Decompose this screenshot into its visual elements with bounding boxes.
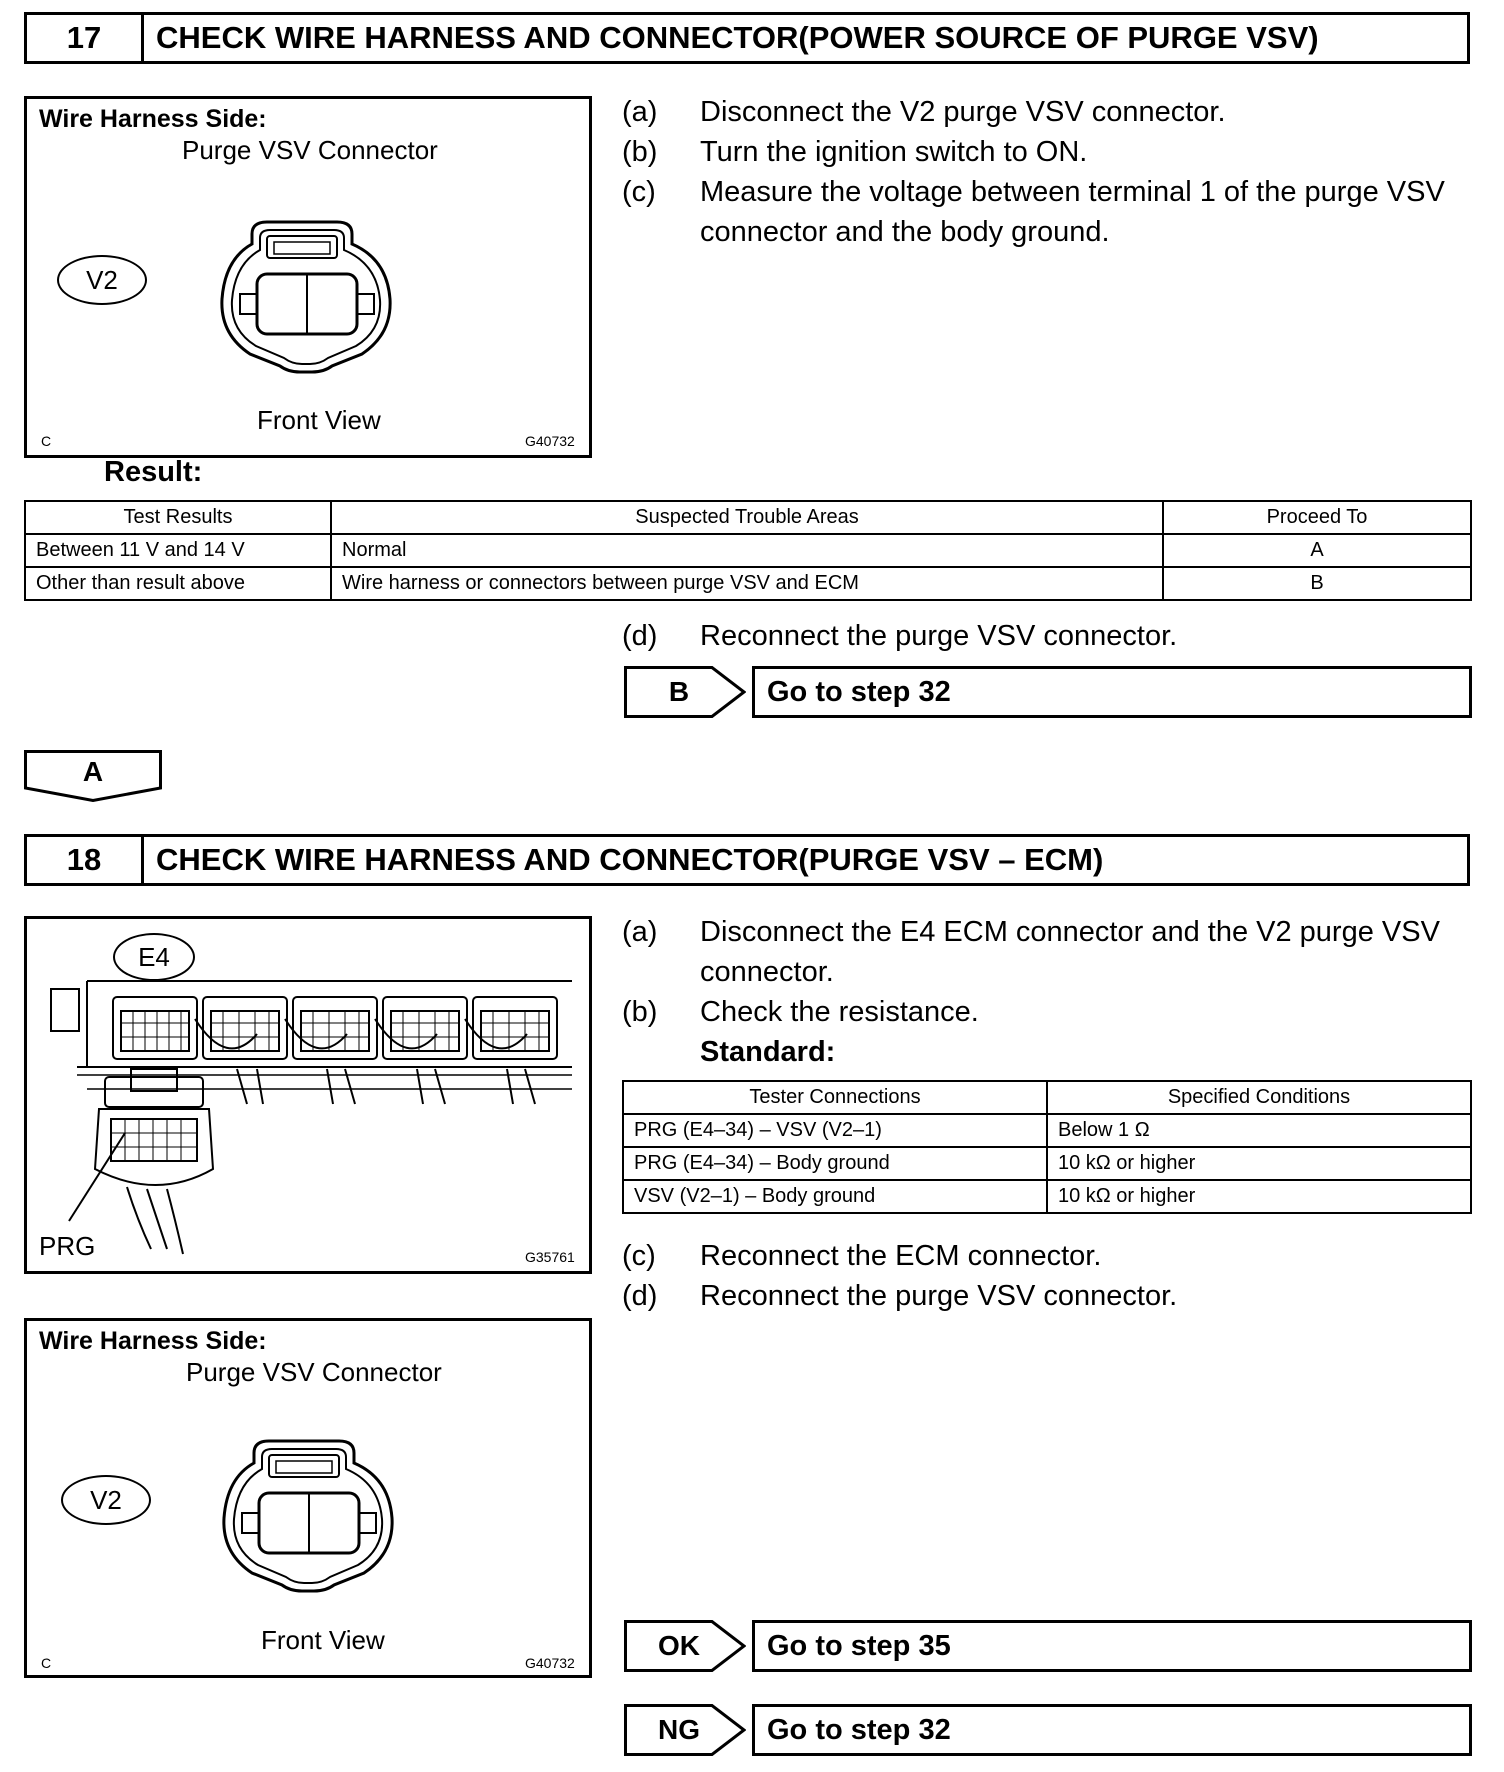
table-cell: Normal (331, 534, 1163, 567)
terminal-label: PRG (39, 1231, 96, 1261)
instruction-key: (b) (622, 136, 658, 168)
nav-label: NG (658, 1714, 700, 1745)
instruction-c (622, 172, 1472, 252)
instruction-text: Reconnect the purge VSV connector. (700, 1280, 1178, 1312)
table-cell: Below 1 Ω (1047, 1114, 1471, 1147)
table-row (623, 1147, 1471, 1180)
connector-code-oval (57, 255, 147, 305)
table-cell: Wire harness or connectors between purge VSV and ECM (331, 567, 1163, 600)
table-cell: Between 11 V and 14 V (25, 534, 331, 567)
result-label: Result: (104, 456, 203, 488)
table-cell: 10 kΩ or higher (1047, 1180, 1471, 1213)
table-header: Proceed To (1163, 501, 1471, 534)
result-table (24, 500, 1472, 601)
corner-mark: C (41, 1655, 52, 1671)
step-number: 18 (27, 837, 144, 883)
nav-ok-block[interactable] (624, 1620, 1472, 1672)
table-row (25, 567, 1471, 600)
table-cell: B (1163, 567, 1471, 600)
instruction-text: Turn the ignition switch to ON. (700, 136, 1088, 168)
table-header: Tester Connections (623, 1081, 1047, 1114)
figure-code: G40732 (525, 433, 575, 449)
connector-code-oval (61, 1475, 151, 1525)
standard-row (622, 1032, 1472, 1072)
table-header-row (623, 1081, 1471, 1114)
ecm-connector-figure (24, 916, 592, 1274)
ecm-connector-code: E4 (138, 941, 170, 972)
figure-heading: Wire Harness Side: (39, 105, 267, 133)
table-cell: VSV (V2–1) – Body ground (623, 1180, 1047, 1213)
nav-label: B (668, 676, 690, 707)
instruction-key: (c) (622, 1240, 656, 1272)
purge-vsv-connector-figure (24, 96, 592, 458)
table-header: Test Results (25, 501, 331, 534)
instruction-a (622, 912, 1472, 992)
connector-name: Purge VSV Connector (186, 1357, 442, 1387)
instruction-text: Disconnect the V2 purge VSV connector. (700, 96, 1226, 128)
instruction-key: (a) (622, 96, 658, 128)
instruction-c (622, 1236, 1472, 1276)
instruction-b (622, 132, 1472, 172)
view-label: Front View (257, 405, 381, 435)
table-header: Specified Conditions (1047, 1081, 1471, 1114)
figure-code: G35761 (525, 1249, 575, 1265)
standard-table (622, 1080, 1472, 1214)
step-title: CHECK WIRE HARNESS AND CONNECTOR(PURGE VSV – ECM) (156, 842, 1104, 877)
instruction-key: (d) (622, 1280, 658, 1312)
purge-vsv-connector-figure-2 (24, 1318, 592, 1678)
connector-code: V2 (86, 264, 118, 295)
step-17-instructions (622, 92, 1472, 252)
instruction-a (622, 92, 1472, 132)
table-cell: Other than result above (25, 567, 331, 600)
connector-front-view-drawing (212, 214, 402, 379)
standard-label: Standard: (700, 1036, 836, 1068)
table-cell: A (1163, 534, 1471, 567)
instruction-text: Reconnect the purge VSV connector. (700, 620, 1178, 652)
nav-a-block[interactable] (24, 750, 162, 802)
step-18-instructions (622, 912, 1472, 1072)
view-label: Front View (261, 1625, 385, 1655)
table-row (623, 1114, 1471, 1147)
table-row (623, 1180, 1471, 1213)
instruction-d (622, 616, 1472, 656)
corner-mark: C (41, 433, 52, 449)
table-header-row (25, 501, 1471, 534)
go-to-step-link[interactable]: Go to step 32 (752, 666, 1472, 718)
step-18-instructions-after (622, 1236, 1472, 1316)
instruction-text: Reconnect the ECM connector. (700, 1240, 1102, 1272)
figure-code: G40732 (525, 1655, 575, 1671)
connector-front-view-drawing (214, 1433, 404, 1598)
instruction-text: Measure the voltage between terminal 1 of the purge VSV connector and the body ground. (700, 176, 1445, 248)
table-cell: PRG (E4–34) – VSV (V2–1) (623, 1114, 1047, 1147)
go-to-step-link[interactable]: Go to step 35 (752, 1620, 1472, 1672)
step-number: 17 (27, 15, 144, 61)
instruction-d (622, 1276, 1472, 1316)
step-title: CHECK WIRE HARNESS AND CONNECTOR(POWER SOURCE OF PURGE VSV) (156, 20, 1319, 55)
instruction-key: (d) (622, 620, 658, 652)
table-row (25, 534, 1471, 567)
nav-ng-block[interactable] (624, 1704, 1472, 1756)
table-cell: PRG (E4–34) – Body ground (623, 1147, 1047, 1180)
instruction-text: Check the resistance. (700, 996, 979, 1028)
instruction-text: Disconnect the E4 ECM connector and the V2 purge VSV connector. (700, 916, 1440, 988)
nav-label: A (82, 756, 104, 787)
connector-name: Purge VSV Connector (182, 135, 438, 165)
figure-heading: Wire Harness Side: (39, 1327, 267, 1355)
connector-code: V2 (90, 1484, 122, 1515)
instruction-key: (c) (622, 176, 656, 208)
instruction-key: (a) (622, 916, 658, 948)
ecm-drawing (27, 919, 589, 1271)
go-to-step-link[interactable]: Go to step 32 (752, 1704, 1472, 1756)
table-header: Suspected Trouble Areas (331, 501, 1163, 534)
step-17-header (24, 12, 1470, 64)
nav-label: OK (658, 1630, 700, 1661)
step-18-header (24, 834, 1470, 886)
instruction-b (622, 992, 1472, 1032)
nav-b-block[interactable] (624, 666, 1472, 718)
instruction-key: (b) (622, 996, 658, 1028)
table-cell: 10 kΩ or higher (1047, 1147, 1471, 1180)
